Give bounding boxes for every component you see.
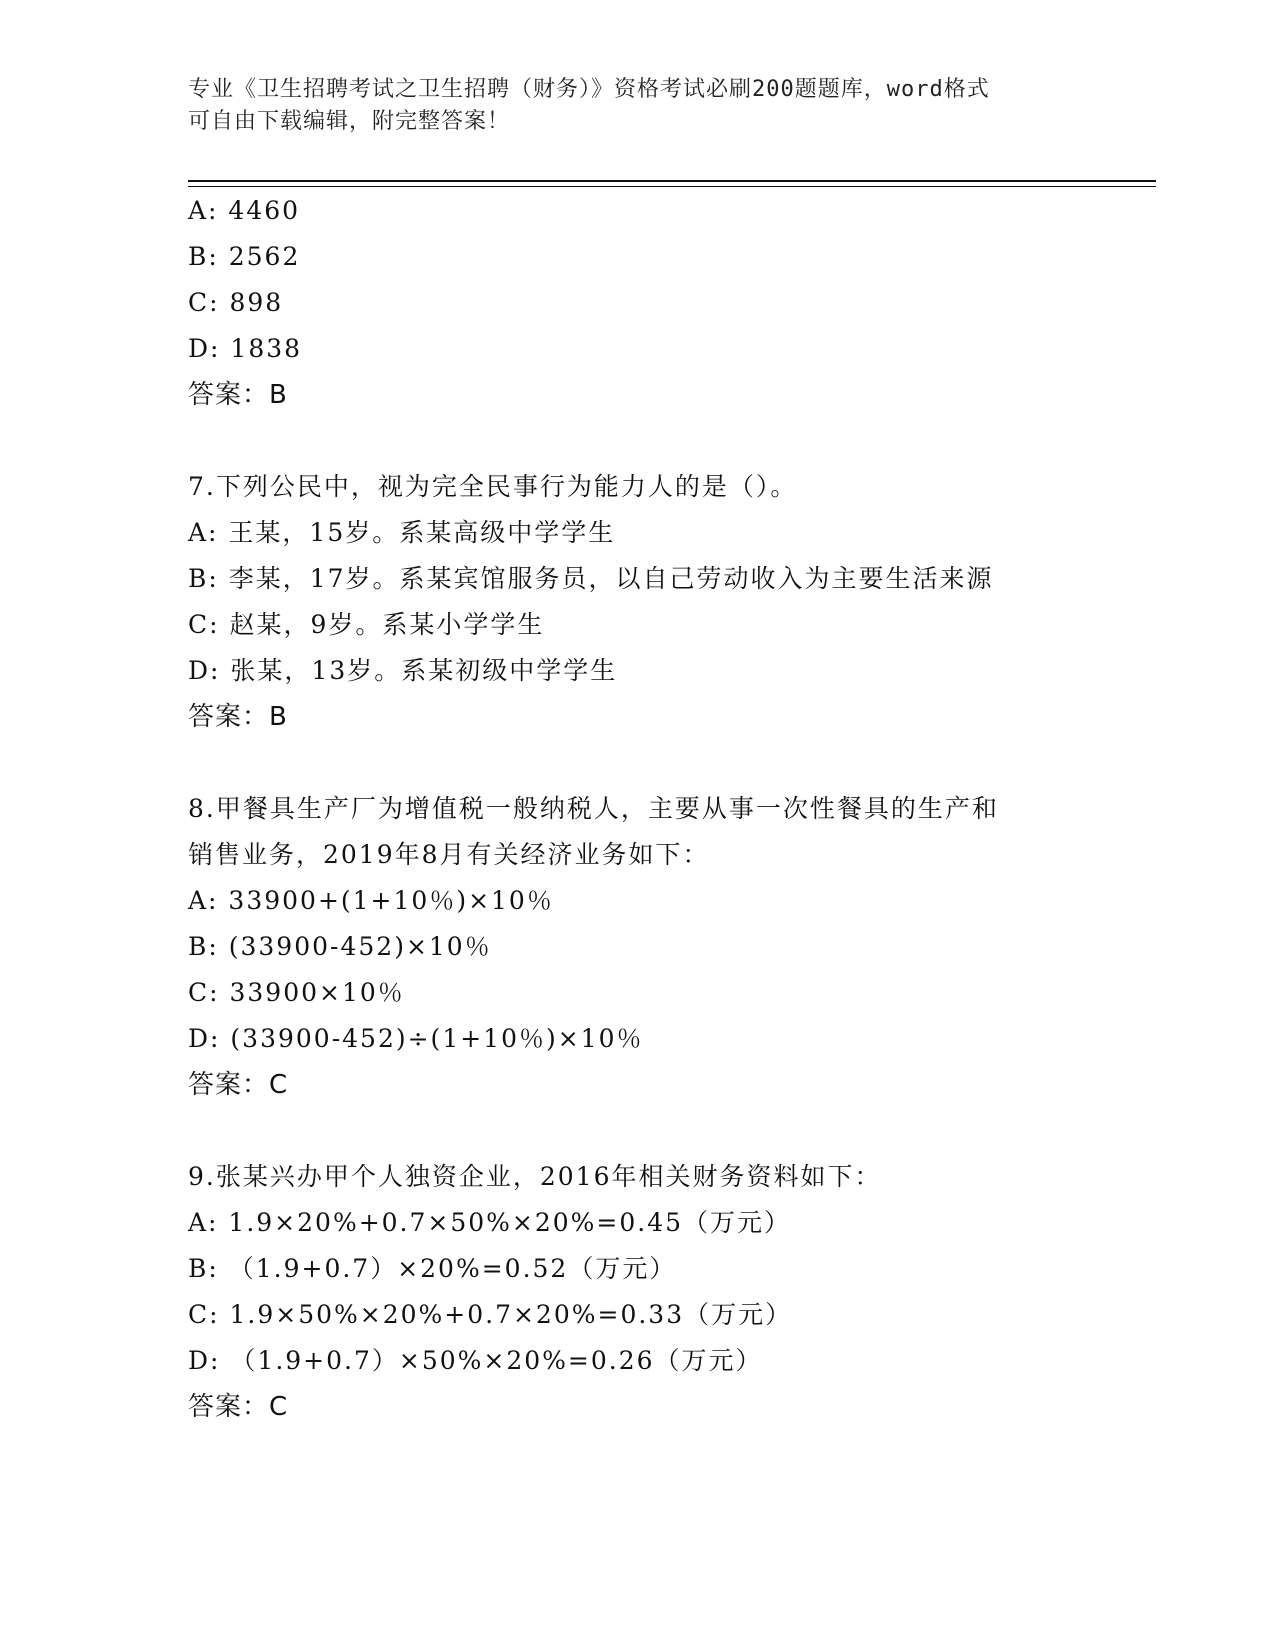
question-text: 8.甲餐具生产厂为增值税一般纳税人，主要从事一次性餐具的生产和: [188, 794, 999, 823]
option-d: D: 张某，13岁。系某初级中学学生: [188, 656, 618, 685]
question-text: 7.下列公民中，视为完全民事行为能力人的是（）。: [188, 472, 798, 501]
option-a: A: 王某，15岁。系某高级中学学生: [188, 518, 616, 547]
option-a: A: 33900+(1+10％)×10％: [188, 886, 554, 915]
question-text-continued: 销售业务，2019年8月有关经济业务如下：: [188, 840, 710, 869]
question-block-7: [188, 464, 1088, 740]
answer-line: 答案：C: [188, 1070, 289, 1100]
header-divider-thick: [188, 180, 1156, 182]
document-header: [188, 74, 1068, 138]
option-c: C: 898: [188, 288, 284, 317]
answer-line: 答案：B: [188, 380, 288, 410]
option-a: A: 1.9×20%+0.7×50%×20%=0.45（万元）: [188, 1208, 792, 1237]
question-block-8: [188, 786, 1088, 1108]
option-b: B: 李某，17岁。系某宾馆服务员，以自己劳动收入为主要生活来源: [188, 564, 994, 593]
option-d: D: 1838: [188, 334, 303, 363]
option-b: B: (33900-452)×10％: [188, 932, 492, 961]
header-line-1: 专业《卫生招聘考试之卫生招聘（财务）》资格考试必刷200题题库，word格式: [188, 77, 990, 102]
question-text: 9.张某兴办甲个人独资企业，2016年相关财务资料如下：: [188, 1162, 882, 1191]
answer-line: 答案：B: [188, 702, 288, 732]
option-c: C: 赵某，9岁。系某小学学生: [188, 610, 545, 639]
option-c: C: 33900×10％: [188, 978, 405, 1007]
header-line-2: 可自由下载编辑，附完整答案！: [188, 109, 511, 134]
question-list: [188, 188, 1088, 1476]
option-d: D: （1.9+0.7）×50%×20%=0.26（万元）: [188, 1346, 763, 1375]
option-b: B: （1.9+0.7）×20%=0.52（万元）: [188, 1254, 677, 1283]
question-block-6: [188, 188, 1088, 418]
header-divider-thin: [188, 186, 1156, 187]
option-a: A: 4460: [188, 196, 301, 225]
option-b: B: 2562: [188, 242, 301, 271]
answer-line: 答案：C: [188, 1392, 289, 1422]
option-d: D: (33900-452)÷(1+10％)×10％: [188, 1024, 644, 1053]
option-c: C: 1.9×50%×20%+0.7×20%=0.33（万元）: [188, 1300, 793, 1329]
question-block-9: [188, 1154, 1088, 1430]
